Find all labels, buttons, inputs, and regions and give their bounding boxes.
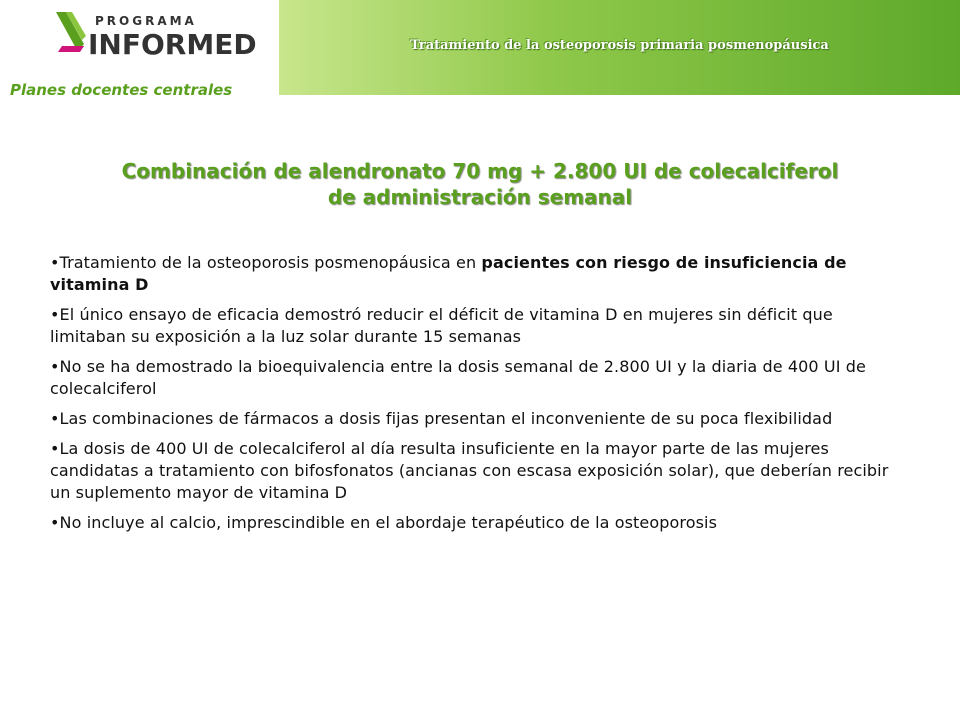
brand-logo — [0, 0, 278, 102]
bullet-item — [50, 512, 912, 534]
header-title: Tratamiento de la osteoporosis primaria posmenopáusica — [410, 38, 829, 53]
bullet-text: La dosis de 400 UI de colecalciferol al día resulta insuficiente en la mayor parte de las mujeres candidatas a tratamiento con bifosfonatos (ancianas con escasa exposición solar), que deberían recibir un suplemento mayor de vitamina D — [50, 439, 889, 502]
slide-title-line-2: de administración semanal — [327, 185, 633, 209]
bullet-item — [50, 356, 912, 400]
bullet-text: El único ensayo de eficacia demostró reducir el déficit de vitamina D en mujeres sin déficit que limitaban su exposición a la luz solar durante 15 semanas — [50, 305, 833, 346]
tagline: Planes docentes centrales — [10, 81, 233, 99]
bullet-text: No se ha demostrado la bioequivalencia entre la dosis semanal de 2.800 UI y la diaria de 400 UI de colecalciferol — [50, 357, 866, 398]
bullet-text: No incluye al calcio, imprescindible en el abordaje terapéutico de la osteoporosis — [59, 513, 718, 532]
header-banner — [279, 0, 960, 95]
bullet-item — [50, 438, 912, 504]
logo-informed-text: INFORMED — [88, 28, 257, 61]
bullet-item — [50, 252, 912, 296]
logo-programa-text: PROGRAMA — [95, 14, 197, 28]
slide-title — [40, 158, 920, 210]
bullet-text: Tratamiento de la osteoporosis posmenopáusica en — [59, 253, 482, 272]
bullet-item — [50, 304, 912, 348]
bullet-text: Las combinaciones de fármacos a dosis fijas presentan el inconveniente de su poca flexibilidad — [59, 409, 833, 428]
bullet-item — [50, 408, 912, 430]
bullet-list — [50, 252, 912, 542]
slide-title-line-1: Combinación de alendronato 70 mg + 2.800 UI de colecalciferol — [121, 159, 839, 183]
bullet-emphasis: pacientes con riesgo de insuficiencia de vitamina D — [50, 253, 847, 294]
